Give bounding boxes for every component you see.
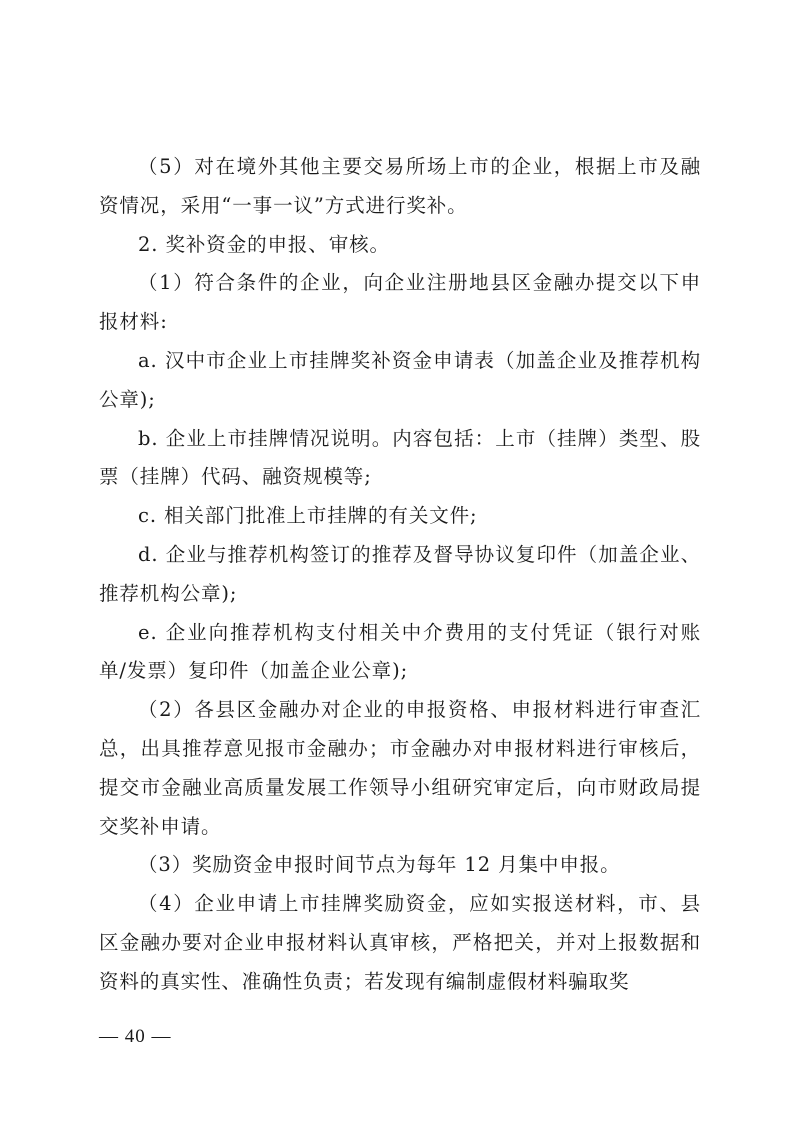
document-body xyxy=(99,148,701,1002)
list-item-e-payment-voucher: e. 企业向推荐机构支付相关中介费用的支付凭证（银行对账单/发票）复印件（加盖企业公章); xyxy=(99,620,701,683)
paragraph-item-2-review: （2）各县区金融办对企业的申报资格、申报材料进行审查汇总，出具推荐意见报市金融办；市金融办对申报材料进行审核后，提交市金融业高质量发展工作领导小组研究审定后，向市财政局提交奖补申请。 xyxy=(99,698,701,838)
list-item-b-listing-description: b. 企业上市挂牌情况说明。内容包括：上市（挂牌）类型、股票（挂牌）代码、融资规模等; xyxy=(99,426,701,489)
page-number: — 40 — xyxy=(99,1026,172,1047)
paragraph-item-1-submission: （1）符合条件的企业，向企业注册地县区金融办提交以下申报材料: xyxy=(99,271,701,334)
section-heading-application-review: 2. 奖补资金的申报、审核。 xyxy=(138,232,390,256)
list-item-d-agreement-copy: d. 企业与推荐机构签订的推荐及督导协议复印件（加盖企业、推荐机构公章); xyxy=(99,542,701,605)
paragraph-item-4-responsibility: （4）企业申请上市挂牌奖励资金，应如实报送材料，市、县区金融办要对企业申报材料认真审核，严格把关，并对上报数据和资料的真实性、准确性负责；若发现有编制虚假材料骗取奖 xyxy=(99,892,701,993)
paragraph-item-3-deadline: （3）奖励资金申报时间节点为每年 12 月集中申报。 xyxy=(138,853,621,877)
list-item-c-approval-documents: c. 相关部门批准上市挂牌的有关文件; xyxy=(138,504,478,528)
paragraph-item-5-overseas-listing: （5）对在境外其他主要交易所场上市的企业，根据上市及融资情况，采用“一事一议”方式进行奖补。 xyxy=(99,155,701,217)
list-item-a-application-form: a. 汉中市企业上市挂牌奖补资金申请表（加盖企业及推荐机构公章); xyxy=(99,348,701,411)
